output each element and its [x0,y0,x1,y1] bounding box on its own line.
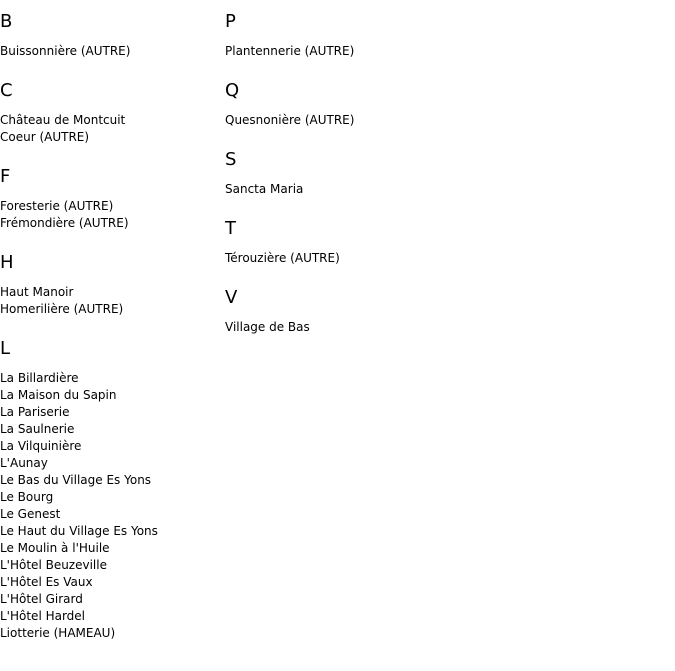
entry-list [0,112,225,146]
entry-list [225,250,450,267]
place-entry[interactable]: Le Bourg [0,490,54,504]
letter-group-h [0,252,225,318]
place-entry[interactable]: Foresterie (AUTRE) [0,199,114,213]
place-entry[interactable]: L'Aunay [0,456,48,470]
place-entry[interactable]: Le Genest [0,507,61,521]
entry-list [225,181,450,198]
place-entry[interactable]: Térouzière (AUTRE) [225,251,340,265]
place-entry[interactable]: Le Bas du Village Es Yons [0,473,152,487]
place-entry[interactable]: L'Hôtel Hardel [0,609,86,623]
letter-heading: V [225,287,238,308]
place-entry[interactable]: Quesnonière (AUTRE) [225,113,355,127]
entry-list [0,43,225,60]
index-column-left [0,0,225,642]
place-entry[interactable]: Le Moulin à l'Huile [0,541,110,555]
place-entry[interactable]: La Vilquinière [0,439,82,453]
index-column-right [225,0,450,336]
letter-heading: B [0,11,13,32]
place-entry[interactable]: Château de Montcuit [0,113,126,127]
place-entry[interactable]: Haut Manoir [0,285,74,299]
letter-group-b [0,11,225,60]
entry-list [225,319,450,336]
place-entry[interactable]: Buissonnière (AUTRE) [0,44,131,58]
letter-heading: L [0,338,11,359]
letter-group-p [225,11,450,60]
letter-heading: P [225,11,236,32]
letter-group-c [0,80,225,146]
letter-heading: T [225,218,236,239]
entry-list [225,112,450,129]
entry-list [0,370,225,642]
letter-heading: H [0,252,14,273]
entry-list [225,43,450,60]
letter-group-f [0,166,225,232]
letter-heading: S [225,149,237,170]
place-entry[interactable]: Village de Bas [225,320,310,334]
letter-group-t [225,218,450,267]
place-entry[interactable]: Homerilière (AUTRE) [0,302,124,316]
entry-list [0,284,225,318]
place-entry[interactable]: Frémondière (AUTRE) [0,216,129,230]
place-entry[interactable]: L'Hôtel Es Vaux [0,575,93,589]
entry-list [0,198,225,232]
letter-group-s [225,149,450,198]
place-entry[interactable]: Sancta Maria [225,182,304,196]
letter-group-l [0,338,225,642]
place-entry[interactable]: La Billardière [0,371,79,385]
place-entry[interactable]: L'Hôtel Girard [0,592,83,606]
letter-heading: F [0,166,11,187]
place-entry[interactable]: L'Hôtel Beuzeville [0,558,107,572]
place-entry[interactable]: Plantennerie (AUTRE) [225,44,355,58]
place-entry[interactable]: La Saulnerie [0,422,75,436]
letter-heading: C [0,80,13,101]
letter-heading: Q [225,80,240,101]
place-entry[interactable]: La Maison du Sapin [0,388,117,402]
place-entry[interactable]: La Pariserie [0,405,70,419]
place-entry[interactable]: Liotterie (HAMEAU) [0,626,116,640]
letter-group-q [225,80,450,129]
place-entry[interactable]: Coeur (AUTRE) [0,130,90,144]
letter-group-v [225,287,450,336]
place-entry[interactable]: Le Haut du Village Es Yons [0,524,158,538]
